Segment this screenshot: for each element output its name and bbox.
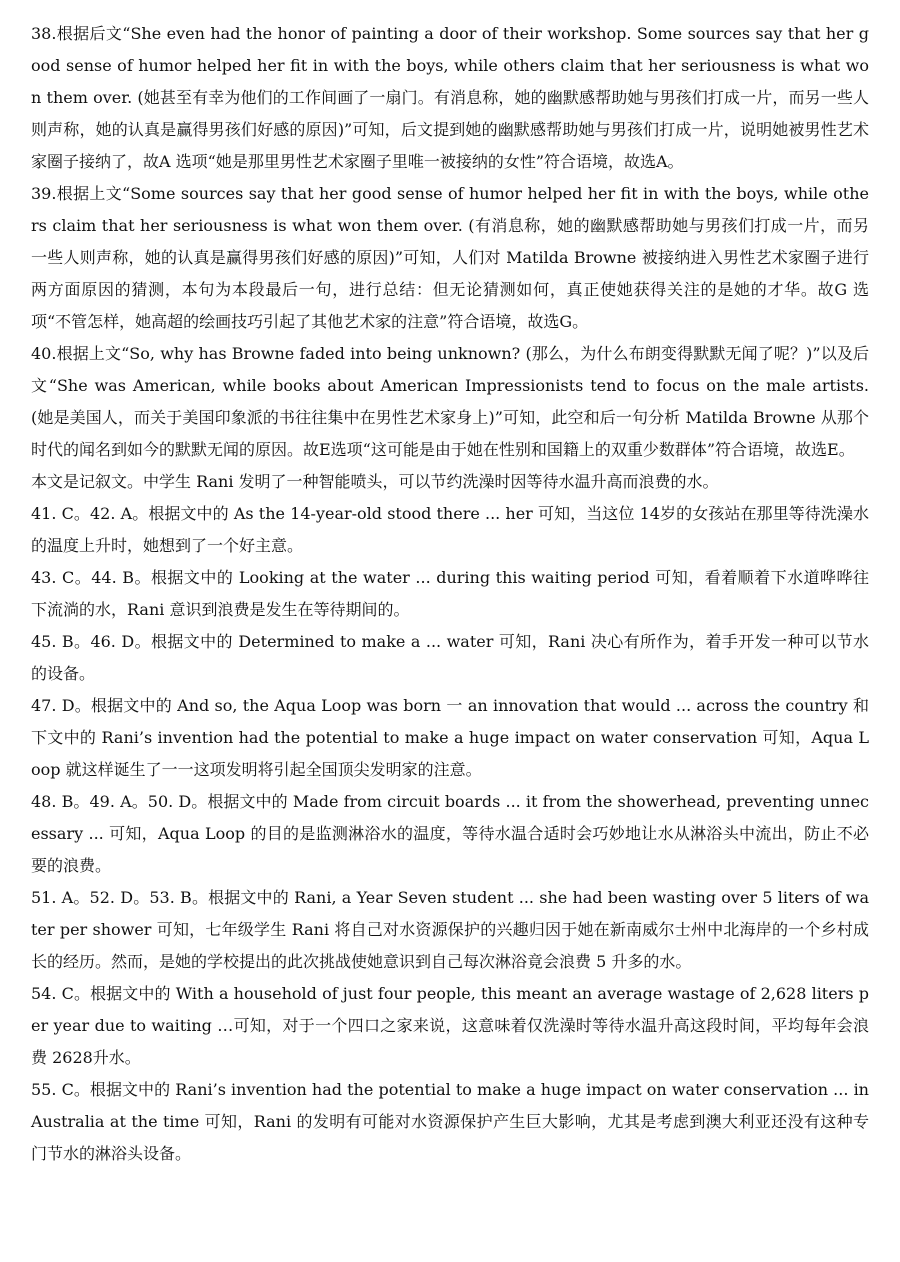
explanation-q48-50: 48. B。49. A。50. D。根据文中的 Made from circuit boards ... it from the showerhead, preventing unnecessary ... 可知，Aqua Loop 的目的是监测淋浴水的温度，等待水温合适时会巧妙地让水从淋浴头中流出，防止不必要的浪费。 xyxy=(31,792,869,875)
explanation-q40: 40.根据上文“So, why has Browne faded into being unknown? (那么，为什么布朗变得默默无闻了呢？)”以及后文“She was American, while books about American Impressionists tend to focus on the male artists. (她是美国人，而关于美国印象派的书往往集中在男性艺术家身上)”可知，此空和后一句分析 Matilda Browne 从那个时代的闻名到如今的默默无闻的原因。故E选项“这可能是由于她在性别和国籍上的双重少数群体”符合语境，故选E。 xyxy=(31,344,870,459)
answer-explanation-document xyxy=(31,18,869,1170)
explanation-q41-42: 41. C。42. A。根据文中的 As the 14-year-old stood there ... her 可知，当这位 14岁的女孩站在那里等待洗澡水的温度上升时，她想到了一个好主意。 xyxy=(31,504,869,555)
explanation-q43-44: 43. C。44. B。根据文中的 Looking at the water ... during this waiting period 可知，看着顺着下水道哗哗往下流淌的水，Rani 意识到浪费是发生在等待期间的。 xyxy=(31,568,869,619)
explanation-q39: 39.根据上文“Some sources say that her good sense of humor helped her fit in with the boys, while others claim that her seriousness is what won them over. (有消息称，她的幽默感帮助她与男孩们打成一片，而另一些人则声称，她的认真是赢得男孩们好感的原因)”可知，人们对 Matilda Browne 被接纳进入男性艺术家圈子进行两方面原因的猜测，本句为本段最后一句，进行总结：但无论猜测如何，真正使她获得关注的是她的才华。故G 选项“不管怎样，她高超的绘画技巧引起了其他艺术家的注意”符合语境，故选G。 xyxy=(31,184,869,331)
explanation-q45-46: 45. B。46. D。根据文中的 Determined to make a ... water 可知，Rani 决心有所作为，着手开发一种可以节水的设备。 xyxy=(31,632,869,683)
explanation-q54: 54. C。根据文中的 With a household of just four people, this meant an average wastage of 2,628 liters per year due to waiting …可知，对于一个四口之家来说，这意味着仅洗澡时等待水温升高这段时间，平均每年会浪费 2628升水。 xyxy=(31,984,869,1067)
passage-summary: 本文是记叙文。中学生 Rani 发明了一种智能喷头，可以节约洗澡时因等待水温升高而浪费的水。 xyxy=(31,472,719,491)
explanation-q55: 55. C。根据文中的 Rani’s invention had the potential to make a huge impact on water conservation ... in Australia at the time 可知，Rani 的发明有可能对水资源保护产生巨大影响，尤其是考虑到澳大利亚还没有这种专门节水的淋浴头设备。 xyxy=(31,1080,869,1163)
explanation-q38: 38.根据后文“She even had the honor of painting a door of their workshop. Some sources say that her good sense of humor helped her fit in with the boys, while others claim that her seriousness is what won them over. (她甚至有幸为他们的工作间画了一扇门。有消息称，她的幽默感帮助她与男孩们打成一片，而另一些人则声称，她的认真是赢得男孩们好感的原因)”可知，后文提到她的幽默感帮助她与男孩们打成一片，说明她被男性艺术家圈子接纳了，故A 选项“她是那里男性艺术家圈子里唯一被接纳的女性”符合语境，故选A。 xyxy=(31,24,869,171)
explanation-q47: 47. D。根据文中的 And so, the Aqua Loop was born 一 an innovation that would ... across the country 和下文中的 Rani’s invention had the potential to make a huge impact on water conservation 可知，Aqua Loop 就这样诞生了一一这项发明将引起全国顶尖发明家的注意。 xyxy=(31,696,869,779)
explanation-q51-53: 51. A。52. D。53. B。根据文中的 Rani, a Year Seven student ... she had been wasting over 5 liters of water per shower 可知，七年级学生 Rani 将自己对水资源保护的兴趣归因于她在新南威尔士州中北海岸的一个乡村成长的经历。然而，是她的学校提出的此次挑战使她意识到自己每次淋浴竟会浪费 5 升多的水。 xyxy=(31,888,869,971)
